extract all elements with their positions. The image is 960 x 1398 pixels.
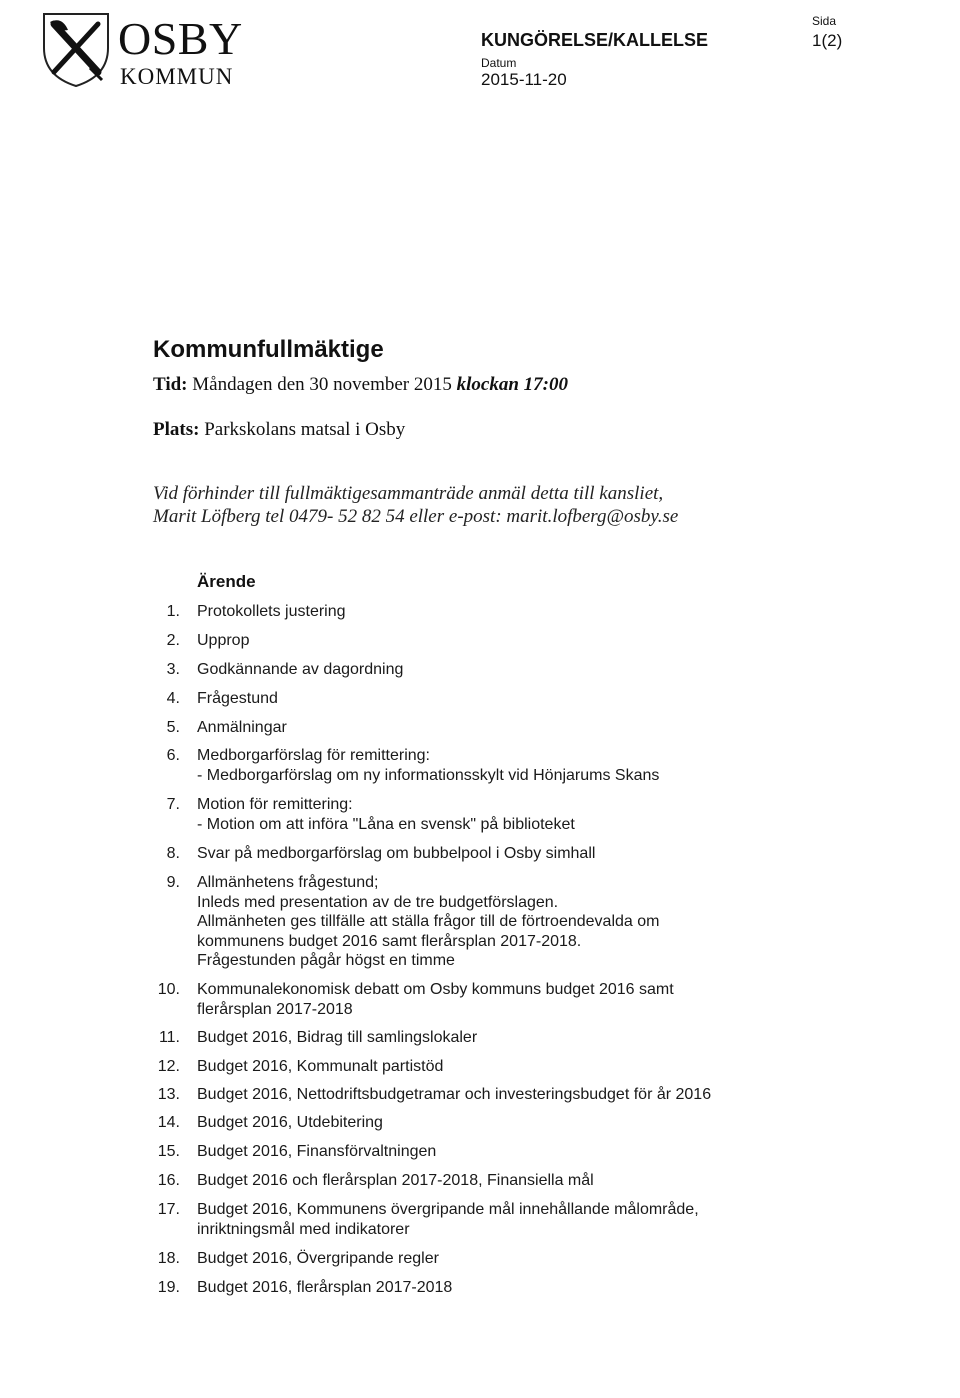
agenda-item-text (197, 689, 278, 709)
agenda-item-text (197, 746, 659, 785)
agenda-item-text (197, 980, 674, 1019)
page-title: Kommunfullmäktige (153, 336, 384, 363)
agenda-item-number: 3. (166, 661, 180, 678)
agenda-item-line: Budget 2016, Utdebitering (197, 1114, 383, 1131)
agenda-item-number: 2. (166, 632, 180, 649)
agenda-item-line: Budget 2016, Bidrag till samlingslokaler (197, 1029, 478, 1046)
agenda-item-number: 1. (166, 603, 180, 620)
agenda-item-line: Budget 2016, flerårsplan 2017-2018 (197, 1279, 453, 1296)
coat-of-arms-icon (40, 10, 112, 88)
agenda-item-text (197, 718, 287, 738)
agenda-item-line: Budget 2016, Övergripande regler (197, 1250, 439, 1267)
page-number: 1(2) (812, 31, 843, 50)
agenda-item-number: 7. (166, 796, 180, 813)
agenda-item-text (197, 1171, 594, 1191)
agenda-item-text (197, 631, 249, 651)
agenda-item-line: Protokollets justering (197, 603, 346, 620)
agenda-item-line: - Medborgarförslag om ny informationsskylt vid Hönjarums Skans (197, 766, 660, 784)
notice-line: Marit Löfberg tel 0479- 52 82 54 eller e-post: marit.lofberg@osby.se (153, 506, 679, 527)
agenda-item-line: Upprop (197, 632, 250, 649)
agenda-item-number: 19. (157, 1279, 180, 1296)
agenda-item-number: 18. (157, 1250, 180, 1267)
agenda-item-number: 16. (157, 1172, 180, 1189)
agenda-item-number: 6. (166, 747, 180, 764)
agenda-item-number: 15. (157, 1143, 180, 1160)
agenda-item-line: Budget 2016, Kommunalt partistöd (197, 1058, 444, 1075)
date-label: Datum (481, 56, 517, 70)
agenda-item-text (197, 1278, 452, 1298)
agenda-item-line: Allmänheten ges tillfälle att ställa frågor till de förtroendevalda om (197, 913, 660, 930)
agenda-item-line: Budget 2016, Nettodriftsbudgetramar och investeringsbudget för år 2016 (197, 1086, 712, 1103)
logo-name: OSBY (118, 13, 243, 64)
agenda-item-text (197, 1057, 443, 1077)
agenda-item-number: 14. (157, 1114, 180, 1131)
logo-subtitle: KOMMUN (120, 64, 234, 89)
meeting-place (153, 419, 405, 441)
agenda-item-line: Allmänhetens frågestund; (197, 874, 379, 891)
agenda-item-text (197, 1085, 711, 1105)
agenda-item-text (197, 873, 659, 971)
agenda-item-number: 17. (157, 1201, 180, 1218)
place-label: Plats: (153, 419, 200, 440)
osby-kommun-logo (40, 10, 250, 90)
agenda-item-line: - Motion om att införa "Låna en svensk" på biblioteket (197, 815, 575, 833)
agenda-item-text (197, 1142, 436, 1162)
agenda-item-line: Godkännande av dagordning (197, 661, 404, 678)
agenda-item-number: 4. (166, 690, 180, 707)
agenda-item-number: 9. (166, 874, 180, 891)
time-text: Måndagen den 30 november 2015 (192, 374, 452, 395)
agenda-item-line: Frågestunden pågår högst en timme (197, 952, 455, 969)
agenda-item-number: 12. (157, 1058, 180, 1075)
agenda-item-line: Motion för remittering: (197, 796, 353, 813)
agenda-item-text (197, 795, 575, 834)
meeting-time (153, 374, 568, 396)
agenda-item-number: 8. (166, 845, 180, 862)
agenda-item-line: Budget 2016, Finansförvaltningen (197, 1143, 437, 1160)
agenda-item-text (197, 1113, 383, 1133)
agenda-heading: Ärende (197, 572, 256, 591)
agenda-item-line: Anmälningar (197, 719, 287, 736)
notice-line: Vid förhinder till fullmäktigesammanträde anmäl detta till kansliet, (153, 483, 664, 504)
agenda-item-line: flerårsplan 2017-2018 (197, 1000, 353, 1018)
agenda-item-line: Medborgarförslag för remittering: (197, 747, 430, 764)
agenda-item-number: 13. (157, 1086, 180, 1103)
agenda-item-line: inriktningsmål med indikatorer (197, 1220, 410, 1238)
date-value: 2015-11-20 (481, 70, 567, 89)
absence-notice (153, 482, 773, 528)
agenda-item-text (197, 844, 595, 864)
agenda-item-line: kommunens budget 2016 samt flerårsplan 2017-2018. (197, 932, 582, 950)
time-label: Tid: (153, 374, 188, 395)
agenda-item-number: 10. (157, 981, 180, 998)
agenda-item-line: Svar på medborgarförslag om bubbelpool i Osby simhall (197, 845, 596, 862)
agenda-item-text (197, 1200, 699, 1239)
agenda-item-line: Frågestund (197, 690, 278, 707)
agenda-item-text (197, 660, 403, 680)
agenda-item-text (197, 1249, 439, 1269)
agenda-item-line: Kommunalekonomisk debatt om Osby kommuns budget 2016 samt (197, 981, 674, 998)
agenda-item-number: 5. (166, 719, 180, 736)
place-text: Parkskolans matsal i Osby (204, 419, 406, 440)
time-emphasis: klockan 17:00 (456, 374, 568, 395)
agenda-item-number: 11. (158, 1029, 180, 1046)
document-type: KUNGÖRELSE/KALLELSE (481, 30, 709, 50)
agenda-item-line: Budget 2016, Kommunens övergripande mål innehållande målområde, (197, 1201, 699, 1218)
page-label: Sida (812, 14, 837, 28)
agenda-item-text (197, 1028, 477, 1048)
agenda-item-line: Inleds med presentation av de tre budgetförslagen. (197, 893, 559, 911)
agenda-item-line: Budget 2016 och flerårsplan 2017-2018, Finansiella mål (197, 1172, 594, 1189)
agenda-item-text (197, 602, 346, 622)
